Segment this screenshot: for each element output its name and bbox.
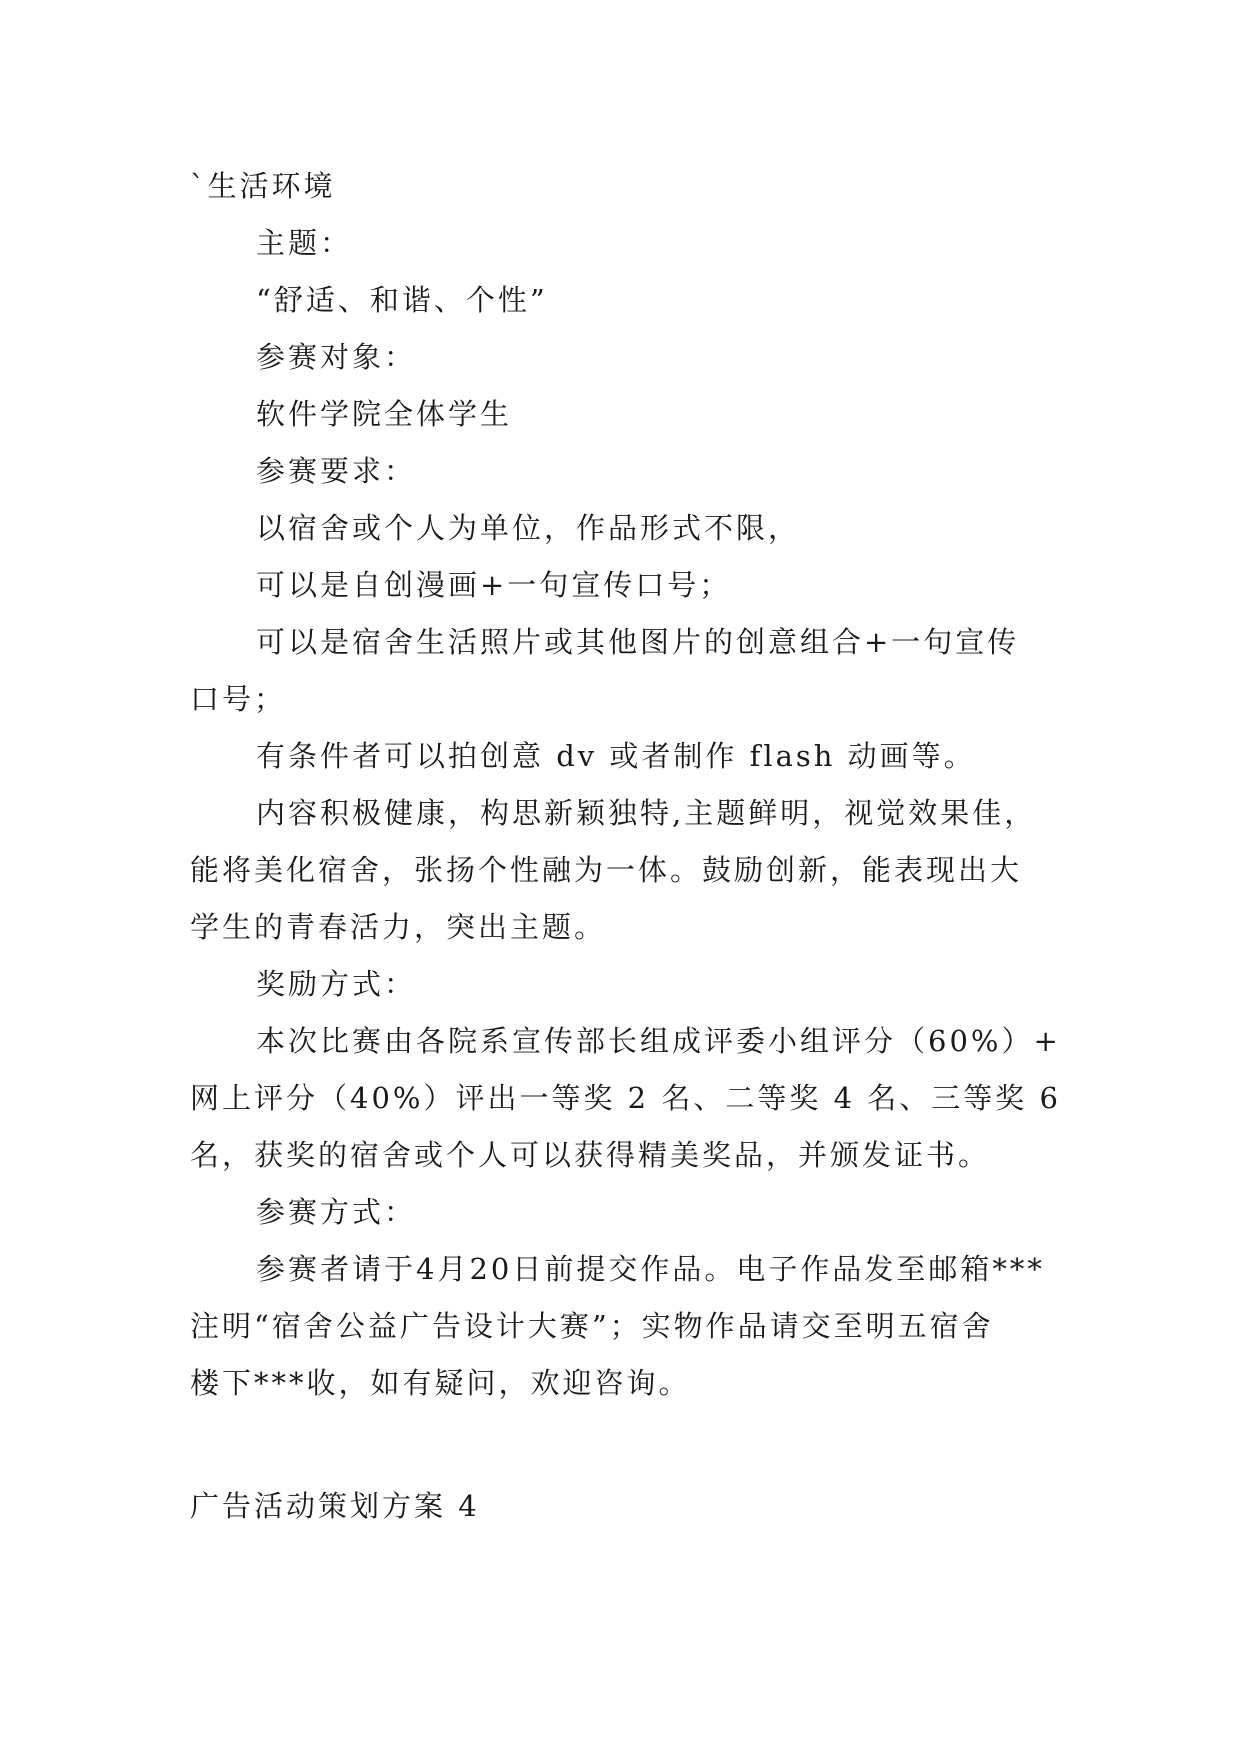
- requirements-paragraph-5-cont: 学生的青春活力，突出主题。: [190, 910, 607, 944]
- submission-paragraph-cont: 注明“宿舍公益广告设计大赛”；实物作品请交至明五宿舍: [190, 1309, 994, 1343]
- label-awards: 奖励方式：: [256, 967, 417, 1001]
- requirements-paragraph-5-cont: 能将美化宿舍，张扬个性融为一体。鼓励创新，能表现出大: [190, 853, 1023, 887]
- requirements-paragraph-4: 有条件者可以拍创意 dv 或者制作 flash 动画等。: [256, 739, 976, 773]
- label-theme: 主题：: [256, 226, 353, 260]
- requirements-paragraph-5: 内容积极健康，构思新颖独特,主题鲜明，视觉效果佳，: [256, 796, 1037, 830]
- requirements-paragraph-2: 可以是自创漫画+一句宣传口号；: [256, 568, 732, 602]
- requirements-paragraph-3-cont: 口号；: [190, 682, 287, 716]
- awards-paragraph-cont: 网上评分（40%）评出一等奖 2 名、二等奖 4 名、三等奖 6: [190, 1081, 1061, 1115]
- awards-paragraph: 本次比赛由各院系宣传部长组成评委小组评分（60%）+: [256, 1024, 1061, 1058]
- label-participants: 参赛对象：: [256, 340, 417, 374]
- requirements-paragraph-3: 可以是宿舍生活照片或其他图片的创意组合+一句宣传: [256, 625, 1020, 659]
- submission-paragraph-cont: 楼下***收，如有疑问，欢迎咨询。: [190, 1366, 691, 1400]
- submission-paragraph: 参赛者请于4月20日前提交作品。电子作品发至邮箱***: [256, 1252, 1045, 1286]
- requirements-paragraph-1: 以宿舍或个人为单位，作品形式不限，: [256, 511, 801, 545]
- theme-value: “舒适、和谐、个性”: [256, 283, 548, 317]
- participants-value: 软件学院全体学生: [256, 397, 513, 431]
- label-requirements: 参赛要求：: [256, 454, 417, 488]
- label-submission: 参赛方式：: [256, 1195, 417, 1229]
- awards-paragraph-cont: 名，获奖的宿舍或个人可以获得精美奖品，并颁发证书。: [190, 1138, 991, 1172]
- text-line-continuation: `生活环境: [190, 169, 336, 203]
- section-heading: 广告活动策划方案 4: [190, 1489, 480, 1523]
